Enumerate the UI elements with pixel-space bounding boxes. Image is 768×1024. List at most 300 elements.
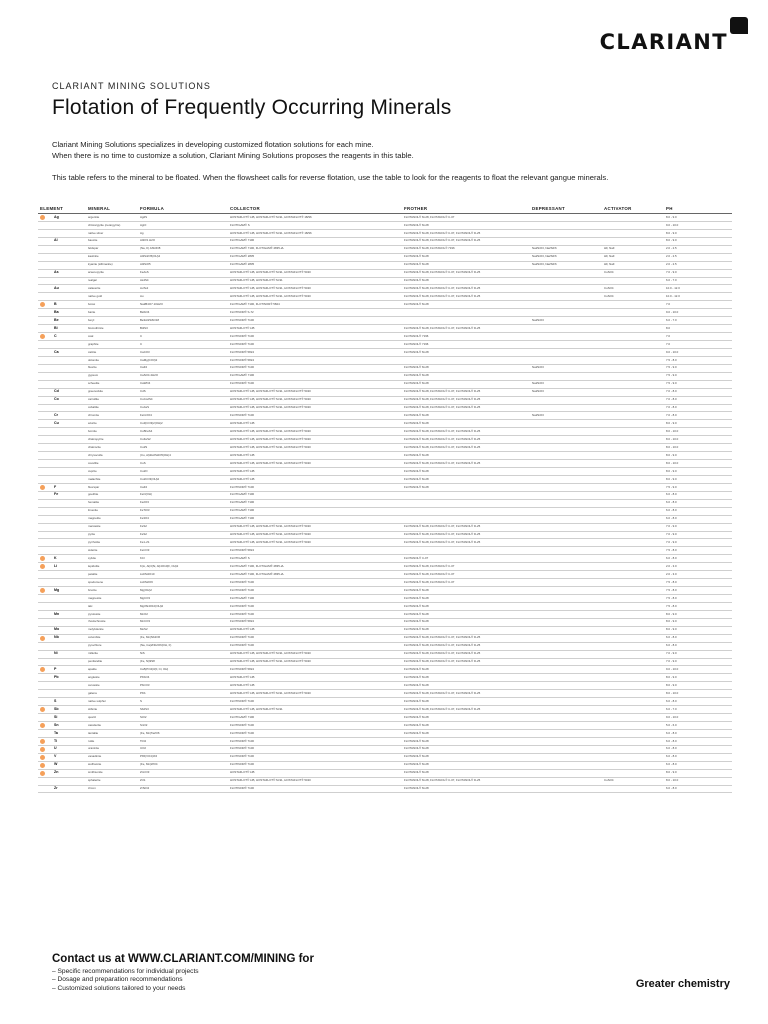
table-row	[38, 245, 732, 253]
cell-depressant	[530, 579, 602, 587]
cell-element	[38, 761, 86, 769]
highlight-dot-icon	[40, 739, 45, 744]
element-symbol: Ca	[54, 349, 59, 354]
cell-mineral: scheelite	[86, 380, 138, 388]
cell-formula: ZnS	[138, 777, 228, 785]
cell-formula: FeO(OH)	[138, 491, 228, 499]
cell-frother: FLOTANOL® M-28, FLOTANOL® C-07, FLOTANOL® D-25	[402, 237, 530, 245]
cell-element	[38, 285, 86, 293]
cell-formula: PbS	[138, 690, 228, 698]
element-symbol: S	[54, 698, 57, 703]
cell-mineral: argentite	[86, 214, 138, 222]
cell-mineral: goethite	[86, 491, 138, 499]
cell-formula: CuS	[138, 460, 228, 468]
cell-collector: FLOTINOR® 7100	[228, 341, 402, 349]
cell-frother: FLOTANOL® M-28, FLOTANOL® C-07, FLOTANOL® D-25	[402, 650, 530, 658]
cell-mineral: gypsum	[86, 372, 138, 380]
element-symbol: Fe	[54, 492, 59, 497]
cell-formula: As4S4	[138, 277, 228, 285]
cell-ph: 8.0 - 10.0	[664, 444, 732, 452]
cell-element	[38, 642, 86, 650]
cell-formula: Al2Si2O5(OH)4	[138, 253, 228, 261]
cell-frother: FLOTANOL® M-28, FLOTANOL® C-07, FLOTANOL® D-25	[402, 436, 530, 444]
cell-collector: FLOTINOR® 7100	[228, 602, 402, 610]
cell-collector: HOSTAFLOT® LIB, HOSTAFLOT® M-91, HOSTAFLOT® 5430	[228, 539, 402, 547]
cell-depressant	[530, 309, 602, 317]
cell-element	[38, 309, 86, 317]
element-symbol: Mn	[54, 611, 60, 616]
cell-frother: FLOTANOL® M-28	[402, 452, 530, 460]
table-row	[38, 539, 732, 547]
table-row	[38, 229, 732, 237]
cell-mineral: molybdenite	[86, 626, 138, 634]
cell-frother: FLOTANOL® M-28, FLOTANOL® C-07, FLOTANOL® D-25	[402, 269, 530, 277]
cell-mineral: brucite	[86, 587, 138, 595]
cell-frother: FLOTANOL® M-28	[402, 221, 530, 229]
cell-collector: HOSTAFLOT® LIB, HOSTAFLOT® M-91, HOSTAFLOT® 5430	[228, 444, 402, 452]
table-body	[38, 214, 732, 793]
cell-formula: ZrSiO4	[138, 785, 228, 793]
cell-ph: 7.0	[664, 333, 732, 341]
cell-collector: FLOTIGAM® 7100	[228, 714, 402, 722]
cell-activator	[602, 714, 664, 722]
cell-activator	[602, 491, 664, 499]
cell-element	[38, 277, 86, 285]
cell-depressant	[530, 420, 602, 428]
cell-activator	[602, 722, 664, 730]
cell-frother: FLOTANOL® M-28	[402, 412, 530, 420]
cell-mineral: marcasite	[86, 523, 138, 531]
cell-element	[38, 722, 86, 730]
cell-collector: HOSTAFLOT® LIB, HOSTAFLOT® M-91, HOSTAFLOT® 5430	[228, 460, 402, 468]
cell-ph: 6.0 - 8.0	[664, 729, 732, 737]
cell-ph: 8.0 - 10.0	[664, 777, 732, 785]
table-row	[38, 309, 732, 317]
cell-depressant	[530, 714, 602, 722]
cell-activator	[602, 547, 664, 555]
intro-text	[52, 140, 732, 184]
cell-activator	[602, 475, 664, 483]
table-row	[38, 769, 732, 777]
intro-line-2: When there is no time to customize a solution, Clariant Mining Solutions proposes the reagents in this table.	[52, 150, 414, 160]
highlight-dot-icon	[40, 556, 45, 561]
cell-element	[38, 436, 86, 444]
cell-frother: FLOTANOL® M-28, FLOTANOL® C-07	[402, 563, 530, 571]
cell-ph: 10.0 - 12.0	[664, 285, 732, 293]
cell-activator	[602, 341, 664, 349]
cell-ph: 6.0 - 8.0	[664, 555, 732, 563]
element-symbol: Zn	[54, 770, 59, 775]
cell-collector: FLOTIGAM® S	[228, 221, 402, 229]
cell-collector: FLOTIGAM® 7100	[228, 372, 402, 380]
cell-depressant: Na2SiO3, Na2SiF6	[530, 245, 602, 253]
cell-element	[38, 404, 86, 412]
cell-collector: FLOTIGAM® 7100, FLOTINOR® 5824	[228, 301, 402, 309]
clariant-logo: CLARIANT	[599, 30, 728, 54]
cell-formula: S	[138, 698, 228, 706]
cell-collector: HOSTAFLOT® LIB	[228, 626, 402, 634]
cell-depressant: Na2SiO3, Na2SiF6	[530, 253, 602, 261]
cell-mineral: borax	[86, 301, 138, 309]
cell-mineral: talc	[86, 602, 138, 610]
cell-frother: FLOTANOL® M-28, FLOTANOL® C-07, FLOTANOL® D-25	[402, 428, 530, 436]
cell-mineral: columbite	[86, 634, 138, 642]
cell-collector: HOSTAFLOT® LIB	[228, 674, 402, 682]
cell-frother: FLOTANOL® M-28, FLOTANOL® C-07, FLOTANOL® D-25	[402, 523, 530, 531]
cell-depressant	[530, 523, 602, 531]
contact-heading: Contact us at WWW.CLARIANT.COM/MINING for	[52, 953, 314, 965]
cell-ph: 9.0 - 10.0	[664, 714, 732, 722]
cell-mineral: bismuthinite	[86, 325, 138, 333]
cell-collector: FLOTINOR® 7100	[228, 412, 402, 420]
cell-activator	[602, 356, 664, 364]
cell-formula: CaSO4·2H2O	[138, 372, 228, 380]
cell-activator	[602, 753, 664, 761]
cell-activator	[602, 396, 664, 404]
cell-activator	[602, 785, 664, 793]
cell-formula: MoS2	[138, 626, 228, 634]
cell-element	[38, 388, 86, 396]
cell-activator: HF, NaF	[602, 245, 664, 253]
cell-ph: 2.0 - 3.0	[664, 563, 732, 571]
cell-activator	[602, 602, 664, 610]
cell-element	[38, 372, 86, 380]
cell-formula: FeTiO3	[138, 507, 228, 515]
cell-collector: FLOTINOR® 7100	[228, 729, 402, 737]
cell-depressant	[530, 761, 602, 769]
cell-frother: FLOTANOL® M-28, FLOTANOL® C-07, FLOTANOL® D-25	[402, 706, 530, 714]
cell-element	[38, 325, 86, 333]
cell-element	[38, 214, 86, 222]
cell-frother: FLOTANOL® M-28, FLOTANOL® 7196	[402, 245, 530, 253]
cell-activator	[602, 642, 664, 650]
table-row	[38, 682, 732, 690]
cell-mineral: pyrrhotite	[86, 539, 138, 547]
cell-activator	[602, 729, 664, 737]
cell-activator	[602, 483, 664, 491]
table-row	[38, 237, 732, 245]
cell-ph: 8.0 - 9.0	[664, 674, 732, 682]
cell-mineral: spodumene	[86, 579, 138, 587]
cell-frother: FLOTANOL® M-28, FLOTANOL® C-07, FLOTANOL® D-25	[402, 325, 530, 333]
cell-formula: K(Li, Al)3(Si, Al)4O10(F, OH)2	[138, 563, 228, 571]
cell-depressant	[530, 301, 602, 309]
table-row	[38, 602, 732, 610]
element-symbol: Si	[54, 714, 58, 719]
cell-ph: 7.0 - 8.0	[664, 388, 732, 396]
table-row	[38, 214, 732, 222]
header-depressant: DEPRESSANT	[530, 203, 602, 214]
cell-frother: FLOTANOL® M-28	[402, 698, 530, 706]
cell-activator	[602, 333, 664, 341]
cell-ph: 8.0 - 9.0	[664, 475, 732, 483]
cell-formula: Cu2CO3(OH)2	[138, 475, 228, 483]
cell-activator	[602, 364, 664, 372]
cell-frother: FLOTANOL® M-28, FLOTANOL® C-07, FLOTANOL® D-25	[402, 634, 530, 642]
table-row	[38, 610, 732, 618]
table-row	[38, 698, 732, 706]
cell-frother: FLOTANOL® M-28, FLOTANOL® C-07, FLOTANOL® D-25	[402, 690, 530, 698]
cell-frother: FLOTANOL® M-28	[402, 722, 530, 730]
cell-element	[38, 706, 86, 714]
cell-ph: 2.0 - 2.5	[664, 245, 732, 253]
cell-mineral: azurite	[86, 420, 138, 428]
table-row	[38, 317, 732, 325]
cell-element	[38, 269, 86, 277]
highlight-dot-icon	[40, 302, 45, 307]
cell-mineral: siderite	[86, 547, 138, 555]
element-symbol: Pb	[54, 675, 59, 680]
cell-activator: HF, NaF	[602, 253, 664, 261]
cell-ph: 6.0 - 8.0	[664, 507, 732, 515]
cell-frother	[402, 499, 530, 507]
cell-formula: AuTe2	[138, 285, 228, 293]
cell-collector: FLOTINOR® 7100	[228, 642, 402, 650]
cell-collector: FLOTIGAM® 7100	[228, 595, 402, 603]
cell-activator	[602, 444, 664, 452]
cell-frother: FLOTANOL® M-28	[402, 587, 530, 595]
cell-mineral: chalcocite	[86, 444, 138, 452]
header-mineral: MINERAL	[86, 203, 138, 214]
table-row	[38, 515, 732, 523]
cell-element	[38, 253, 86, 261]
cell-formula: C	[138, 333, 228, 341]
cell-frother: FLOTANOL® M-28, FLOTANOL® C-07, FLOTANOL® D-25	[402, 404, 530, 412]
cell-formula: CaCO3	[138, 348, 228, 356]
page-title: Flotation of Frequently Occurring Minerals	[52, 96, 452, 119]
cell-activator	[602, 214, 664, 222]
cell-depressant	[530, 499, 602, 507]
cell-depressant	[530, 428, 602, 436]
cell-ph: 8.0 - 9.0	[664, 468, 732, 476]
cell-mineral: tantalite	[86, 729, 138, 737]
cell-element	[38, 658, 86, 666]
table-row	[38, 571, 732, 579]
cell-frother: FLOTANOL® M-28	[402, 348, 530, 356]
cell-formula: (Cu, Al)2H2Si2O5(OH)4	[138, 452, 228, 460]
cell-mineral: realgar	[86, 277, 138, 285]
cell-element	[38, 348, 86, 356]
cell-formula: CuFeS2	[138, 436, 228, 444]
cell-element	[38, 460, 86, 468]
cell-formula: (Fe, Mn)Nb2O6	[138, 634, 228, 642]
table-row	[38, 579, 732, 587]
cell-collector: FLOTIGAM® 7100	[228, 237, 402, 245]
minerals-table	[38, 203, 732, 793]
cell-formula: Cu3(CO3)2(OH)2	[138, 420, 228, 428]
cell-mineral: petalite	[86, 571, 138, 579]
cell-depressant	[530, 571, 602, 579]
cell-depressant	[530, 507, 602, 515]
cell-element	[38, 674, 86, 682]
highlight-dot-icon	[40, 485, 45, 490]
cell-formula: PbSO4	[138, 674, 228, 682]
cell-frother	[402, 547, 530, 555]
cell-depressant	[530, 539, 602, 547]
cell-collector: HOSTAFLOT® LIB, HOSTAFLOT® M-91, HOSTAFLOT® 5430	[228, 285, 402, 293]
cell-depressant	[530, 483, 602, 491]
cell-mineral: chlorargyrite (cerargyrite)	[86, 221, 138, 229]
cell-collector: FLOTINOR® 7100	[228, 761, 402, 769]
cell-ph: 8.0 - 10.0	[664, 436, 732, 444]
cell-collector: FLOTINOR® 7100	[228, 610, 402, 618]
cell-frother: FLOTANOL® M-28	[402, 372, 530, 380]
cell-collector: FLOTINOR® 7100	[228, 364, 402, 372]
cell-formula: MgCO3	[138, 595, 228, 603]
cell-ph: 6.0 - 8.0	[664, 745, 732, 753]
table-row	[38, 412, 732, 420]
cell-element	[38, 610, 86, 618]
cell-depressant	[530, 452, 602, 460]
cell-frother: FLOTANOL® M-28, FLOTANOL® C-07	[402, 214, 530, 222]
element-symbol: F	[54, 484, 57, 489]
contact-bullet: – Customized solutions tailored to your needs	[52, 984, 186, 992]
cell-element	[38, 579, 86, 587]
cell-mineral: barite	[86, 309, 138, 317]
table-row	[38, 460, 732, 468]
table-row	[38, 714, 732, 722]
cell-collector: HOSTAFLOT® LIB, HOSTAFLOT® M-91	[228, 277, 402, 285]
cell-element	[38, 539, 86, 547]
cell-ph: 6.0 - 8.0	[664, 634, 732, 642]
cell-formula: Ag2S	[138, 214, 228, 222]
table-row	[38, 563, 732, 571]
cell-mineral: sylvite	[86, 555, 138, 563]
cell-activator	[602, 666, 664, 674]
cell-frother: FLOTANOL® M-28	[402, 468, 530, 476]
cell-depressant	[530, 595, 602, 603]
cell-depressant	[530, 602, 602, 610]
cell-element	[38, 428, 86, 436]
cell-activator: CuSO4	[602, 777, 664, 785]
table-row	[38, 483, 732, 491]
cell-collector: HOSTAFLOT® LIB	[228, 325, 402, 333]
cell-mineral: pentlandite	[86, 658, 138, 666]
cell-activator	[602, 539, 664, 547]
table-row	[38, 507, 732, 515]
cell-mineral: greenockite	[86, 388, 138, 396]
cell-frother: FLOTANOL® M-28, FLOTANOL® C-07, FLOTANOL® D-25	[402, 444, 530, 452]
highlight-dot-icon	[40, 588, 45, 593]
cell-ph: 8.0 - 9.0	[664, 610, 732, 618]
cell-mineral: carrollite	[86, 396, 138, 404]
cell-formula: CaMg(CO3)2	[138, 356, 228, 364]
table-row	[38, 761, 732, 769]
cell-activator	[602, 309, 664, 317]
cell-depressant	[530, 269, 602, 277]
cell-element	[38, 618, 86, 626]
element-symbol: Cd	[54, 389, 59, 394]
cell-frother: FLOTANOL® M-28	[402, 785, 530, 793]
cell-mineral: rutile	[86, 737, 138, 745]
cell-ph: 6.0 - 8.0	[664, 499, 732, 507]
tagline: Greater chemistry	[635, 978, 730, 990]
cell-depressant	[530, 642, 602, 650]
cell-frother	[402, 515, 530, 523]
cell-frother: FLOTANOL® M-28	[402, 737, 530, 745]
cell-frother	[402, 356, 530, 364]
cell-element	[38, 714, 86, 722]
cell-mineral: calaverite	[86, 285, 138, 293]
cell-frother: FLOTANOL® M-28	[402, 277, 530, 285]
highlight-dot-icon	[40, 771, 45, 776]
cell-mineral: beryl	[86, 317, 138, 325]
cell-element	[38, 420, 86, 428]
cell-frother: FLOTANOL® M-28, FLOTANOL® C-07, FLOTANOL® D-25	[402, 229, 530, 237]
cell-frother: FLOTANOL® M-28	[402, 729, 530, 737]
header-collector: COLLECTOR	[228, 203, 402, 214]
element-symbol: Ag	[54, 214, 59, 219]
cell-ph: 2.0 - 2.5	[664, 261, 732, 269]
table-row	[38, 301, 732, 309]
cell-formula: Fe2O3	[138, 499, 228, 507]
intro-line-1: Clariant Mining Solutions specializes in developing customized flotation solutions for each mine.	[52, 140, 374, 149]
cell-mineral: kyanite (sillimanite)	[86, 261, 138, 269]
cell-collector: HOSTAFLOT® LIB, HOSTAFLOT® M-91, HOSTAFLOT® 5430	[228, 523, 402, 531]
cell-collector: HOSTAFLOT® LIB	[228, 468, 402, 476]
cell-collector: HOSTAFLOT® LIB, HOSTAFLOT® M-91, HOSTAFLOT® 5430	[228, 396, 402, 404]
cell-collector: HOSTAFLOT® LIB, HOSTAFLOT® M-91, HOSTAFLOT® 5430	[228, 777, 402, 785]
cell-collector: FLOTINOR® 7100	[228, 483, 402, 491]
highlight-dot-icon	[40, 763, 45, 768]
table-row	[38, 372, 732, 380]
cell-activator	[602, 515, 664, 523]
cell-depressant	[530, 698, 602, 706]
table-row	[38, 745, 732, 753]
highlight-dot-icon	[40, 334, 45, 339]
cell-collector: FLOTIGAM® S	[228, 555, 402, 563]
table-row	[38, 452, 732, 460]
cell-ph: 7.5 - 9.0	[664, 380, 732, 388]
element-symbol: As	[54, 270, 59, 275]
cell-mineral: native sulphur	[86, 698, 138, 706]
cell-formula: ZnCO3	[138, 769, 228, 777]
table-row	[38, 642, 732, 650]
cell-depressant	[530, 404, 602, 412]
cell-mineral: quartz	[86, 714, 138, 722]
element-symbol: Ba	[54, 309, 59, 314]
cell-mineral: galena	[86, 690, 138, 698]
cell-collector: FLOTINOR® 7100	[228, 745, 402, 753]
cell-formula: Na2B4O7·10H2O	[138, 301, 228, 309]
element-symbol: Nb	[54, 635, 59, 640]
cell-formula: CdS	[138, 388, 228, 396]
cell-mineral: chromite	[86, 412, 138, 420]
cell-ph: 7.5 - 8.0	[664, 547, 732, 555]
cell-activator	[602, 348, 664, 356]
cell-mineral: magnesite	[86, 595, 138, 603]
cell-frother: FLOTANOL® M-28	[402, 674, 530, 682]
cell-ph: 8.0 - 9.0	[664, 452, 732, 460]
cell-ph: 7.5 - 9.0	[664, 372, 732, 380]
cell-frother: FLOTANOL® M-28, FLOTANOL® C-07, FLOTANOL® D-25	[402, 396, 530, 404]
table-row	[38, 380, 732, 388]
cell-collector: FLOTIGAM® 7100	[228, 499, 402, 507]
cell-activator	[602, 682, 664, 690]
cell-mineral: lepidolite	[86, 563, 138, 571]
cell-collector: HOSTAFLOT® LIB	[228, 769, 402, 777]
cell-element	[38, 333, 86, 341]
cell-formula: FeCr2O4	[138, 412, 228, 420]
cell-element	[38, 507, 86, 515]
element-symbol: W	[54, 762, 58, 767]
cell-frother: FLOTANOL® M-28	[402, 626, 530, 634]
cell-element	[38, 634, 86, 642]
cell-activator	[602, 618, 664, 626]
table-row	[38, 396, 732, 404]
cell-element	[38, 468, 86, 476]
cell-element	[38, 571, 86, 579]
